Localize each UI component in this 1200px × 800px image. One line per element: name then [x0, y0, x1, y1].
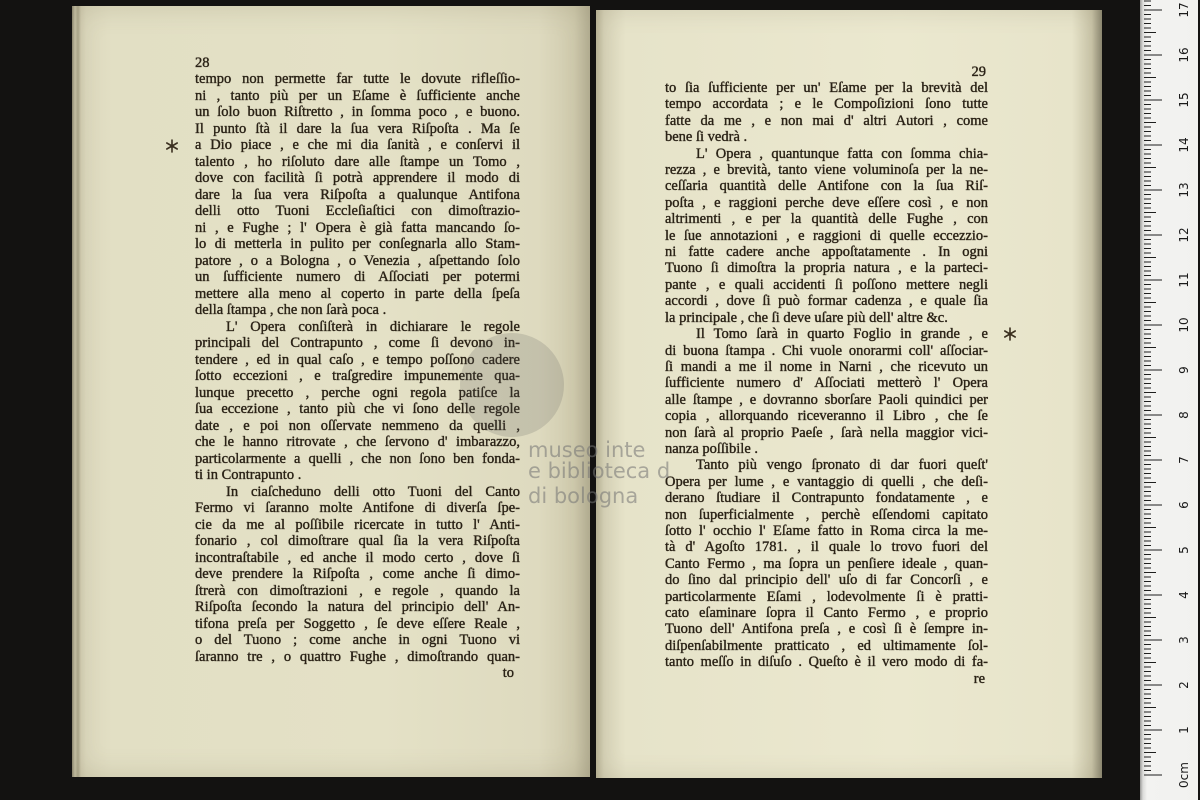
ruler-label: 0cm: [1177, 762, 1191, 788]
text-line: tempo accordata ; e le Compoſizioni ſono tutte: [665, 96, 988, 113]
text-line: Tanto più vengo ſpronato di dar fuori queſt': [696, 457, 988, 474]
text-line: Fermo vi ſaranno molte Antifone di diverſa ſpe-: [195, 500, 520, 516]
ruler-label: 6: [1177, 501, 1191, 509]
text-line: bene ſi vedrà .: [665, 129, 748, 146]
ruler-label: 2: [1177, 681, 1191, 689]
text-line: ti in Contrapunto .: [195, 467, 302, 483]
text-line: ſtrerà con dimoſtrazioni , e regole , quando la: [195, 582, 520, 599]
text-line: dare la ſua vera Riſpoſta a qualunque Antifona: [195, 186, 520, 203]
right-text-block: [665, 64, 988, 687]
text-line: le ſue annotazioni , e raggioni di quelle eccezzio-: [665, 227, 988, 244]
text-line: Tuono ſi dimoſtra la propria natura , e la parteci-: [665, 260, 988, 277]
text-line: accordi , dove ſi può formar cadenza , e quale ſia: [665, 293, 988, 310]
text-line: fonario , col dimoſtrare qual ſia la vera Riſpoſta: [195, 533, 520, 549]
ruler-label: 13: [1177, 182, 1191, 198]
text-line: altrimenti , e per la quantità delle Fughe , con: [665, 211, 988, 228]
text-line: non ſuperficialmente , perchè eſſendomi capitato: [665, 506, 988, 523]
catchword: re: [973, 670, 985, 687]
ruler-scale: [1140, 0, 1198, 800]
text-line: un ſufficiente numero di Aſſociati per potermi: [195, 269, 520, 285]
ruler-label: 14: [1177, 137, 1191, 153]
measuring-ruler: [1140, 0, 1198, 800]
text-line: do ſino dal principio dell' uſo di far Concorſi , e: [665, 572, 988, 589]
text-line: ni , tanto più per un Eſame è ſufficiente anche: [195, 87, 520, 104]
text-line: tifona preſa per Soggetto , ſe deve eſſere Reale ,: [195, 615, 520, 632]
text-line: L' Opera , quantunque fatta con ſomma chia-: [696, 145, 988, 162]
text-line: copia , allorquando riceveranno il Libro , che ſe: [665, 408, 988, 425]
text-line: Canto Fermo , ma ſopra un penſiere ideale , quan-: [665, 555, 988, 572]
text-line: ſaranno tre , o quattro Fughe , dimoſtrando quan-: [195, 648, 520, 665]
text-line: patore , o a Bologna , o Venezia , aſpettando ſolo: [195, 252, 520, 269]
text-line: nanza poſſibile .: [665, 440, 759, 457]
text-line: ceſſaria quantità delle Antifone con la ſua Riſ-: [665, 178, 988, 195]
right-page: [596, 10, 1102, 778]
text-line: ſotto eccezioni , e traſgredire impunemente qua-: [195, 368, 520, 384]
text-line: to ſia ſufficiente per un' Eſame per la brevità del: [665, 80, 988, 96]
text-line: In ciaſcheduno delli otto Tuoni del Canto: [226, 483, 520, 500]
ruler-label: 12: [1177, 227, 1191, 243]
text-line: ni fatte cadere anche appoſtatamente . In ogni: [665, 244, 988, 261]
text-line: ſufficiente numero d' Aſſociati metterò l' Opera: [665, 375, 988, 392]
text-line: Il punto ſtà il dare la ſua vera Riſpoſta . Ma ſe: [195, 120, 520, 137]
text-line: Il Tomo ſarà in quarto Foglio in grande , e: [696, 326, 988, 343]
text-line: lunque precetto , perche ogni regola patiſce la: [195, 384, 520, 401]
left-page: [72, 6, 590, 777]
text-line: fatte da me , e non mai d' altri Autori , come: [665, 112, 988, 129]
text-line: delli otto Tuoni Eccleſiaſtici con dimoſtrazio-: [195, 203, 520, 219]
text-line: dove con facilità ſi potrà apprendere il modo di: [195, 170, 520, 186]
text-line: tempo non permette far tutte le dovute rifleſſio-: [195, 71, 520, 87]
text-line: ſua eccezione , tanto più che vi ſono delle regole: [195, 401, 520, 417]
text-line: pante , e quali accidenti ſi poſſono mettere negli: [665, 276, 988, 293]
text-line: Riſpoſta ſecondo la natura del principio dell' An-: [195, 599, 520, 615]
ruler-label: 3: [1177, 636, 1191, 644]
text-line: poſta , e raggioni perche deve eſſere così , e non: [665, 194, 988, 211]
text-line: tanto meſſo in diſuſo . Queſto è il vero modo di fa-: [665, 654, 988, 671]
text-line: alle ſtampe , e dovranno sborſare Paoli quindici per: [665, 391, 988, 408]
text-line: rezza , e brevità, tanto viene voluminoſa per la ne-: [665, 162, 988, 179]
text-line: date , e poi non oſſervate nemmeno da quelli ,: [195, 417, 520, 434]
text-line: a Dio piace , e che mi dia ſanità , e conſervi il: [195, 137, 520, 153]
text-line: diſpenſabilmente pratticato , ed ultimamente ſol-: [665, 637, 988, 654]
text-line: ſi mandi a me il nome in Narni , che ricevuto un: [665, 358, 988, 375]
text-line: particolarmente Eſami , lodevolmente ſi è pratti-: [665, 588, 988, 605]
page-number: 28: [195, 55, 210, 71]
text-line: ſotto l' occhio l' Eſame fatto in Roma circa la me-: [665, 522, 988, 539]
ruler-label: 4: [1177, 591, 1191, 599]
text-line: cato eſaminare ſopra il Canto Fermo , e proprio: [665, 605, 988, 621]
text-line: cie da me al poſſibile ricercate in tutto l' Anti-: [195, 516, 520, 533]
text-line: mettere alla meno al coperto in parte della ſpeſa: [195, 285, 520, 302]
text-line: della ſtampa , che non ſarà poca .: [195, 302, 387, 318]
text-line: tendere , ed in qual caſo , e tempo poſſono cadere: [195, 351, 520, 368]
ruler-label: 15: [1177, 92, 1191, 108]
text-line: che le hanno ritrovate , che ſervono d' imbarazzo,: [195, 434, 520, 450]
ruler-label: 17: [1177, 2, 1191, 18]
catchword: to: [502, 665, 514, 681]
text-line: principali del Contrapunto , come ſi devono in-: [195, 335, 520, 351]
text-line: la principale , che ſi deve uſare più dell' altre &c.: [665, 309, 948, 326]
watermark-text: di bologna: [528, 484, 639, 508]
right-body-text: [665, 80, 988, 671]
text-line: Opera per lume , e vantaggio di quelli , che deſi-: [665, 473, 988, 490]
asterisk-ornament-icon: [165, 139, 179, 153]
text-line: un ſolo buon Riſtretto , in ſomma poco , e buono.: [195, 104, 520, 120]
ruler-label: 5: [1177, 546, 1191, 554]
ruler-label: 9: [1177, 366, 1191, 374]
text-line: non ſarà al proprio Paeſe , ſarà nella maggior vici-: [665, 424, 988, 441]
ruler-label: 7: [1177, 456, 1191, 464]
text-line: Tuono dell' Antifona preſa , e così ſi è ſempre in-: [665, 621, 988, 638]
text-line: lo di metterla in pulito per conſegnarla allo Stam-: [195, 236, 520, 252]
text-line: talento , ho riſoluto dare alle ſtampe un Tomo ,: [195, 153, 520, 170]
text-line: derano ſtudiare il Contrapunto fondatamente , e: [665, 490, 988, 507]
text-line: o del Tuono ; come anche in ogni Tuono vi: [195, 632, 520, 648]
ruler-label: 11: [1177, 272, 1191, 288]
text-line: tà d' Agoſto 1781. , il quale lo trovo fuori del: [665, 539, 988, 556]
text-line: di buona ſtampa . Chi vuole onorarmi coll' aſſociar-: [665, 342, 988, 359]
text-line: particolarmente a quelli , che non ſono ben fonda-: [195, 450, 520, 467]
text-line: L' Opera conſiſterà in dichiarare le regole: [226, 318, 520, 335]
asterisk-ornament-icon: [1003, 327, 1017, 341]
text-line: deve prendere la Riſpoſta , come anche ſi dimo-: [195, 566, 520, 582]
left-body-text: [195, 71, 520, 665]
ruler-label: 16: [1177, 47, 1191, 63]
text-line: ni , e Fughe ; l' Opera è già fatta mancando ſo-: [195, 219, 520, 236]
left-text-block: [195, 55, 520, 682]
ruler-label: 8: [1177, 411, 1191, 419]
page-number: 29: [971, 64, 986, 80]
ruler-label: 10: [1177, 317, 1191, 333]
watermark-text: e biblioteca d: [528, 459, 671, 483]
text-line: incontraſtabile , ed anche il modo certo , dove ſi: [195, 549, 520, 566]
ruler-label: 1: [1177, 726, 1191, 734]
watermark-text: museo inte: [528, 438, 646, 462]
